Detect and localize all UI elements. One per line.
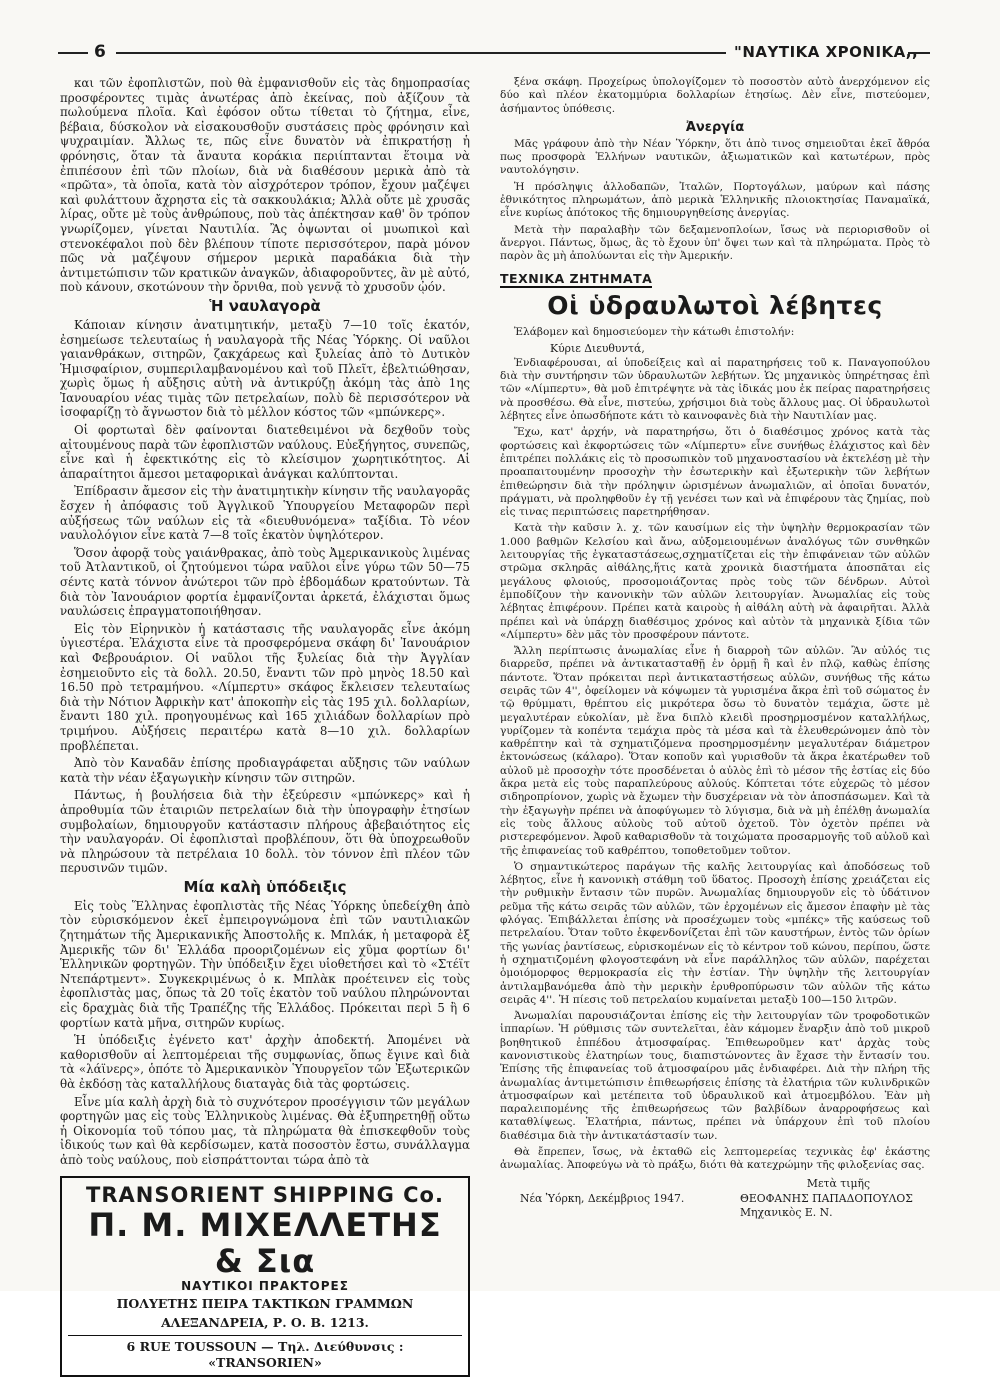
- paragraph: ξένα σκάφη. Προχείρως ὑπολογίζομεν τὸ ποσοστὸν αὐτὸ ἀνερχόμενον εἰς δύο καὶ πλέον ἑκατομμύρια δολλαρίων ἐτησίως. Δὲν εἶνε, πιστεύομεν, ἀσήμαντος ὑπόθεσις.: [500, 76, 930, 115]
- ad-address: ΑΛΕΞΑΝΔΡΕΙΑ, Ρ. Ο. Β. 1213.: [161, 1314, 369, 1330]
- paragraph: Μετὰ τὴν παραλαβὴν τῶν δεξαμενοπλοίων, ἴσως νὰ περιορισθοῦν οἱ ἄνεργοι. Πάντως, ὅμως, ἂς τὸ ἔχουν ὑπ' ὄψει των καὶ τὰ πληρώματα. Πρὸς τὸ παρὸν ἂς μὴ ἀπολύωνται εἰς τὴν Ἀμερικήν.: [500, 223, 930, 263]
- continuation-text: [500, 76, 930, 116]
- section-label-technical: ΤΕΧΝΙΚΑ ΖΗΤΗΜΑΤΑ: [500, 270, 653, 286]
- letter-footer: [500, 1192, 930, 1220]
- naulagora-article: [60, 318, 470, 876]
- paragraph: Ἄλλη περίπτωσις ἀνωμαλίας εἶνε ἡ διαρροὴ τῶν αὐλῶν. Ἂν αὐλός τις διαρρεῦσ, πρέπει νὰ ἀντικατασταθῇ ἐν ὁρμῇ ἢ καὶ ἐν πλῷ, καθὼς ἐπίσης πάντοτε. Ὅταν πρόκειται περὶ ἀντικαταστήσεως αὐλῶν, συνήθως τῆς κάτω σειρᾶς τῶν 4'', ὀφείλομεν νὰ κόψωμεν τὰ γυρισμένα ἄκρα ἐπὶ τοῦ σώματος ἐν τῷ θρύμματι, θρέπτου εἰς μικρότερα ὅσω τὸ δυνατὸν τεμάχια, ὥστε μὲ μεγαλυτέραν εὐκολίαν, μὲ ἕνα διπλὸ κλειδὶ προσηρμοσμένον καταλλήλως, γυρίζομεν τὰ κοπέντα τεμάχια πρὸς τὰ μέσα καὶ τὰ ἐλευθερώνομεν ἀπὸ τὸν καθρέπτην καὶ τὰ σχηματιζόμενα προσηρμοσμένην μεγαλυτέραν διάμετρον ἐκτονώσεως (κάλαρο). Ὅταν κοποῦν καὶ γυρισθοῦν τὰ ἄκρα ἑκατέρωθεν τοῦ αὐλοῦ μὲ προσοχὴν τότε προσδένεται ὁ αὐλὸς ἐπὶ τὸ μέσον τῆς ἑστίας εἰς δύο ἄκρα μετὰ εἰς τοὺς παραπλεύρους αὐλούς. Κόπτεται τότε εὐχερῶς τὸ μέσον σιδηροπρίονον, χωρὶς νὰ ἔχωμεν τὴν δυσχέρειαν νὰ τὸν ἀποσπάσωμεν. Καὶ τὰ τὴν ἐξαγωγὴν πρέπει νὰ ἀποφύγωμεν τὸ λύγισμα, διὰ νὰ μὴ ἐπέλθῃ ἀνωμαλία εἰς τοὺς ἄλλους αὐλοὺς τοῦ αὐτοῦ ὀχετοῦ. Τὸν ὀχετὸν πρέπει νὰ ριστερεφόμενον. Ἀφοῦ καθαρισθοῦν τὰ τοιχώματα προσαρμογῆς τοῦ αὐλοῦ καὶ τῆς ἐπιφανείας τοῦ καθρέπτου, τοποθετοῦμεν τοῦτον.: [500, 645, 930, 857]
- paragraph: Ἔχω, κατ' ἀρχήν, νὰ παρατηρήσω, ὅτι ὁ διαθέσιμος χρόνος κατὰ τὰς φορτώσεις καὶ ἐκφορτώσεις τῶν «Λίμπερτυ» εἶνε συνήθως ἐλάχιστος καὶ δὲν ἐπιτρέπει πολλάκις εἰς τὸ προσωπικὸν τοῦ μηχανοστασίου νὰ ἐκτελέσῃ μὲ τὴν προαπαιτουμένην προσοχὴν τὴν ἐσωτερικὴν καὶ ἐξωτερικὴν τῶν λεβήτων ἐπιθεώρησιν διὰ τὴν πρόληψιν ὡρισμένων ἀνωμαλιῶν, αἱ ὁποῖαι δυνατόν, πράγματι, νὰ προληφθοῦν ἐγ τῇ γενέσει των καὶ νὰ ἐπιφέρουν τὰς ζημίας, ποὺ εἰς τινας περιπτώσεις παρετηρήθησαν.: [500, 426, 930, 519]
- paragraph: Κάποιαν κίνησιν ἀνατιμητικήν, μεταξὺ 7—10 τοῖς ἑκατόν, ἐσημείωσε τελευταίως ἡ ναυλαγορὰ τῆς Νέας Ὑόρκης. Οἱ ναῦλοι γαιανθράκων, σιτηρῶν, ζακχάρεως καὶ ξυλείας ἀπὸ τὸ Δυτικὸν Ἡμισφαίριον, συμπεριλαμβανομένου καὶ τοῦ Πλεῖτ, ἐβελτιώθησαν, χωρὶς ὅμως ἡ αὔξησις αὐτὴ νὰ ἀντικρύζῃ ἀκόμη τὰς ἀπὸ 1ης Ἰανουαρίου νέας τιμὰς τῶν πετρελαίων, πολὺ δὲ περισσότερον νὰ ἰσοφαρίζῃ τὸ ἄγνωστον διὰ τὸ μέλλον κόστος τῶν «μπώνκερς».: [60, 317, 470, 420]
- paragraph: Πάντως, ἡ βουλήσεια διὰ τὴν ἐξεύρεσιν «μπώνκερς» καὶ ἡ ἀπροθυμία τῶν ἑταιριῶν πετρελαίων διὰ τὴν ὑπογραφὴν ἐτησίων συμβολαίων, δημιουργοῦν κατάστασιν πλήρους ἀβεβαιότητος εἰς τὴν ναυλαγοράν. Οἱ ἐφοπλισταὶ προβλέπουν, ὅτι θὰ ὑποχρεωθοῦν νὰ πληρώσουν τὰ πετρέλαια 10 δολλ. τὸν τόννον ἐπὶ πλέον τῶν περυσινῶν τιμῶν.: [60, 788, 470, 876]
- ad-role: ΝΑΥΤΙΚΟΙ ΠΡΑΚΤΟΡΕΣ: [181, 1278, 349, 1293]
- publication-title: "ΝΑΥΤΙΚΑ ΧΡΟΝΙΚΑ,,: [734, 43, 919, 61]
- paragraph: Ἀπὸ τὸν Καναδᾶν ἐπίσης προδιαγράφεται αὔξησις τῶν ναύλων κατὰ τὴν νέαν ἐξαγωγικὴν κίνησιν τῶν σιτηρῶν.: [60, 756, 470, 785]
- paragraph: Ὁ σημαντικώτερος παράγων τῆς καλῆς λειτουργίας καὶ ἀποδόσεως τοῦ λέβητος, εἶνε ἡ κανονικὴ στάθμη τοῦ ὕδατος. Προσοχὴ ἐπίσης χρειάζεται εἰς τὴν ρυθμικὴν ἔντασιν τῶν πυρῶν. Ἀνωμαλίας δημιουργοῦν εἰς τὸ ὑδάτινον ρεῦμα τῆς κάτω σειρᾶς τῶν αὐλῶν, τῶν ἐρχομένων εἰς ἄμεσον ἐπαφὴν μὲ τὰς φλόγας. Ἐπιβάλλεται ἐπίσης νὰ προσέχωμεν τοὺς «μπέκς» τῆς καύσεως τοῦ πετρελαίου. Ὅταν τοῦτο ἐκφενδονίζεται ἐπὶ τῶν καυστήρων, ἐντὸς τῶν ὁρίων τῆς γωνίας ῥαντίσεως, εὑρισκομένων εἰς τὸ κέντρον τοῦ κώνου, περίπου, ὥστε ἡ σχηματιζομένη φλογοστεφάνη νὰ εἶνε παράλληλος τῶν αὐλῶν, παρέχεται ὁμοιόμορφος θερμοκρασία εἰς τὴν ἑστίαν. Τὴν ὑψηλὴν τῆς λειτουργίαν ἀντιλαμβανόμεθα ἀπὸ τὴν μερικὴν ἐρυθροπύρωσιν τῶν αὐλῶν τῆς κάτω σειρᾶς 4''. Ἡ πίεσις τοῦ πετρελαίου κυμαίνεται μεταξὺ 100—150 λιτρῶν.: [500, 860, 930, 1006]
- paragraph: Εἰς τοὺς Ἕλληνας ἐφοπλιστὰς τῆς Νέας Ὑόρκης ὑπεδείχθη ἀπὸ τὸν εὐρισκόμενον ἐκεῖ ἐμπειρογνώμονα ἐπὶ τῶν ναυτιλιακῶν ζητημάτων τῆς Ἀμερικανικῆς Ἀποστολῆς κ. Μπλάκ, ἡ μεταφορὰ ἐξ Ἀμερικῆς τῶν δι' Ἑλλάδα προοριζομένων εἰς χῦμα φορτίων δι' Ἑλληνικῶν φορτηγῶν. Τὴν ὑπόδειξιν ἔχει υἱοθετήσει καὶ τὸ «Στέϊτ Ντεπάρτμεντ». Συγκεκριμένως ὁ κ. Μπλὰκ προέτεινεν εἰς τοὺς ἐφοπλιστὰς μας, ὅπως τὰ 20 τοῖς ἑκατὸν τοῦ ναύλου πληρώνονται εἰς δραχμὰς διὰ τῆς Τραπέζης τῆς Ἑλλάδος. Πρόκειται περὶ 5 ἢ 6 φορτίων κατὰ μῆνα, σιτηρῶν κυρίως.: [60, 898, 470, 1030]
- paragraph: Ἐνδιαφέρουσαι, αἱ ὑποδείξεις καὶ αἱ παρατηρήσεις τοῦ κ. Παναγοπούλου διὰ τὴν συντήρησιν τῶν ὑδραυλωτῶν λεβήτων. Ὡς μηχανικὸς ὑπηρέτησας ἐπὶ τῶν «Λίμπερτυ», θὰ μοῦ ἐπιτρέψητε νὰ τὰς ἰδικάς μου ἐκ πείρας παρατηρήσεις νὰ προσθέσω. Θὰ εἶνε, πιστεύω, χρήσιμοι διὰ τοὺς ἄλλους μας. Οἱ ὑδραυλωτοὶ λέβητες εἶνε ὁπωσδήποτε κάτι τὸ καινοφανὲς διὰ τὴν Ναυτιλίαν μας.: [500, 356, 930, 423]
- section-title-anergia: Ἀνεργία: [685, 119, 745, 135]
- paragraph: Κατὰ τὴν καῦσιν λ. χ. τῶν καυσίμων εἰς τὴν ὑψηλὴν θερμοκρασίαν τῶν 1.000 βαθμῶν Κελσίου καὶ ἄνω, αὐξομειουμένων ἀναλόγως τῶν συνθηκῶν λειτουργίας τῆς ἐγκαταστάσεως,σχηματίζεται εἰς τὴν ἐπιφάνειαν τῶν αὐλῶν στρῶμα σκληρᾶς αἰθάλης,ἥτις κατὰ χρονικὰ διαστήματα ἀποσπᾶται εἰς μεγάλους φλοιούς, προσομοιάζοντας πρὸς τοὺς τῶν δένδρων. Αὐτοὶ ἐμποδίζουν τὴν κανονικὴν τῶν αὐλῶν λειτουργίαν. Ἀνωμαλίας εἰς τοὺς λέβητας ἐπιφέρουν. Πρέπει κατὰ καιροὺς ἡ αἰθάλη αὐτὴ νὰ ἀφαιρῆται. Ἀλλὰ πρέπει καὶ νὰ ὑπάρχῃ διαθέσιμος χρόνος καὶ αὐτὸν τὰ μηχανικὰ ξίδια τῶν «Λίμπερτυ» δὲν μᾶς τὸν προσφέρουν πάντοτε.: [500, 522, 930, 641]
- paragraph: Εἰς τὸν Εἰρηνικὸν ἡ κατάστασις τῆς ναυλαγορᾶς εἶνε ἀκόμη ὑγιεστέρα. Ἐλάχιστα εἶνε τὰ προσφερόμενα σκάφη δι' Ἰανουάριον καὶ Φεβρουάριον. Οἱ ναῦλοι τῆς ξυλείας διὰ τὴν Ἀγγλίαν ἐσημειοῦντο εἰς τὰ δολλ. 20.50, ἔναντι τῶν πρὸ μηνὸς 18.50 καὶ 16.50 πρὸ τετραμήνου. «Λίμπερτυ» σκάφος ἔκλεισεν τελευταίως διὰ τὴν Νότιον Ἀφρικὴν κατ' ἀποκοπὴν εἰς τὰς 195 χιλ. δολλαρίων, ἔναντι 180 χιλ. προηγουμένως καὶ 165 χιλιάδων δολλαρίων πρὸ τριμήνου. Αὐξήσεις περαιτέρω κατὰ 8—10 χιλ. δολλαρίων προβλέπεται.: [60, 621, 470, 753]
- letter-closing: Μετὰ τιμῆς: [806, 1176, 870, 1190]
- section-title-naulagora: Ἡ ναυλαγορὰ: [209, 296, 321, 315]
- page-number: 6: [94, 42, 106, 62]
- paragraph: Ἀνωμαλίαι παρουσιάζονται ἐπίσης εἰς τὴν λειτουργίαν τῶν τροφοδοτικῶν ἱππαρίων. Ἡ ρύθμισις τῶν συντελεῖται, ἐὰν κάμομεν ἔναρξιν ἀπὸ τοῦ μικροῦ βοηθητικοῦ ἐππέδου ἀτμοσφαίρας. Ἐπιθεωροῦμεν κατ' ἀρχὰς τοὺς κανονιστικοὺς ἐλατηρίων τους, διαπιστώνοντες ἂν ἔχασε τὴν ἔντασίν του. Ἐπίσης τῆς ἐπιφανείας τοῦ ἀτμοσφαίρου μᾶς ἐνδιαφέρει. Διὰ τὴν πλήρη τῆς ἀνωμαλίας ἀντιμετώπισιν ἐπιθεωρήσεις ἐπίσης τὰ ἐλατήρια τῶν κυλινδρικῶν ἀτμοσφαίρων καὶ μετέπειτα τοῦ ὑδραυλικοῦ καὶ ἀτμοεμβόλου. Ἐὰν μὴ παραλειπομένης τῆς ἐπιθεωρήσεως τῶν βαλβίδων ἀναρροφήσεως καὶ καταθλίψεως. Ἐλατήρια, πάντως, πρέπει νὰ ὑπάρχουν ἐπὶ τοῦ πλοίου διαθέσιμα διὰ τὴν ἀντικατάστασίν των.: [500, 1010, 930, 1142]
- place-date: Νέα Ὑόρκη, Δεκέμβριος 1947.: [520, 1191, 685, 1205]
- signature-block: [740, 1192, 930, 1220]
- header-rule-middle: [116, 52, 726, 54]
- paragraph: Ἡ ὑπόδειξις ἐγένετο κατ' ἀρχὴν ἀποδεκτή. Ἀπομένει νὰ καθορισθοῦν αἱ λεπτομέρειαι τῆς συμφωνίας, ὅπως ἔγινε καὶ διὰ τὰ «λάϊνερς», ὁπότε τὸ Ἀμερικανικὸν Ὑπουργεῖον τῶν Ἐξωτερικῶν θὰ ἐκδόσῃ τὰς καταλλήλους διαταγὰς διὰ τὰς φορτώσεις.: [60, 1033, 470, 1091]
- advertisement-box: [60, 1176, 470, 1377]
- right-column: [500, 76, 930, 1276]
- ypodeixis-article: [60, 899, 470, 1168]
- header-rule-right: [908, 52, 930, 54]
- anergia-article: [500, 138, 930, 264]
- ad-tagline: ΠΟΛΥΕΤΗΣ ΠΕΙΡΑ ΤΑΚΤΙΚΩΝ ΓΡΑΜΜΩΝ: [116, 1295, 414, 1311]
- ad-name: Π. Μ. ΜΙΧΕΛΛΕΤΗΣ & Σια: [88, 1205, 442, 1280]
- left-column: [60, 76, 470, 1370]
- paragraph: Θὰ ἔπρεπεν, ἴσως, νὰ ἐκταθῶ εἰς λεπτομερείας τεχνικὰς ἐφ' ἑκάστης ἀνωμαλίας. Ἀποφεύγω νὰ τὸ πράξω, διότι θὰ κατεχρώμην τῆς φιλοξενίας σας.: [500, 1146, 930, 1172]
- paragraph: Ἐπίδρασιν ἄμεσον εἰς τὴν ἀνατιμητικὴν κίνησιν τῆς ναυλαγορᾶς ἔσχεν ἡ ἀπόφασις τοῦ Ἀγγλικοῦ Ὑπουργείου Μεταφορῶν περὶ αὐξήσεως τῶν ναύλων εἰς τὰ «διευθυνόμενα» ταξίδια. Τὸ νέον ναυλολόγιον εἶνε κατὰ 7—8 τοῖς ἑκατὸν ὑψηλότερον.: [60, 484, 470, 543]
- header-rule-left: [58, 52, 88, 54]
- paragraph: και τῶν ἐφοπλιστῶν, ποὺ θὰ ἐμφανισθοῦν εἰς τὰς δημοπρασίας προσφέροντες τιμὰς ἀνωτέρας ἀπὸ ἐκείνας, ποὺ ἀξίζουν τὰ πωλούμενα πλοῖα. Καὶ ἐφόσον οὕτω τίθεται τὸ ζήτημα, εἶνε, βέβαια, δύσκολον νὰ εἰσακουσθοῦν συστάσεις πρὸς φρόνησιν καὶ ψυχραιμίαν. Ἄλλως τε, πῶς εἶνε δυνατὸν νὰ ἐπικρατήσῃ ἡ φρόνησις, ὅταν τὰ ἄναυτα κοράκια περιίπτανται ἕτοιμα νὰ ἐπιπέσουν ἐπὶ τῶν πλοίων, διὰ νὰ διαθέσουν μερικὰ ἀπὸ τὰ «πρῶτα», τὰ ὁποῖα, κατὰ τὸν αἰσχρότερον τρόπον, ἔχουν μαζέψει καὶ φυλάττουν ἄχρηστα εἰς τὰ σακκουλάκια; Ἀλλὰ οὔτε μὲ χρυσᾶς λίρας, οὔτε μὲ τοὺς ἀνθρώπους, ποὺ τὰς ἀπέκτησαν καθ' ὃν τρόπον γνωρίζομεν, γίνεται Ναυτιλία. Ἂς ὀψωνται οἱ μυωπικοὶ καὶ στενοκέφαλοι ποὺ δὲν βλέπουν τίποτε περισσότερον, παρὰ μόνον πῶς νὰ μαζέψουν σήμερον μερικὰ παραδάκια διὰ τὴν ἀντιμετώπισιν τῶν κρατικῶν ἀναγκῶν, ἀδιαφοροῦντες, ἂν μὲ αὐτό, ποὺ κάνουν, σκοτώνουν τὴν ὄρνιθα, ποὺ γεννᾷ τὸ χρυσοῦν ᾠόν.: [60, 76, 470, 295]
- ad-company: TRANSORIENT SHIPPING Co.: [86, 1182, 444, 1207]
- letter-salutation: Κύριε Διευθυντά,: [550, 341, 645, 355]
- section-title-ypodeixis: Μία καλὴ ὑπόδειξις: [183, 877, 347, 896]
- signature-title: Μηχανικὸς Ε. Ν.: [740, 1205, 833, 1219]
- paragraph: Εἶνε μία καλὴ ἀρχὴ διὰ τὸ συχνότερον προσέγγισιν τῶν μεγάλων φορτηγῶν μας εἰς τοὺς Ἑλληνικοὺς λιμένας. Θὰ ἐξυπηρετηθῇ οὕτω ἡ Οἰκονομία τοῦ τόπου μας, τὰ πληρώματα θὰ ἐπισκεφθοῦν τοὺς ἰδικούς των καὶ θὰ κερδίσωμεν, κατὰ ποσοστὸν ἔστω, συνάλλαγμα ἀπὸ τοὺς ναύλους, ποὺ εἰσπράττονται τώρα ἀπὸ τὰ: [60, 1094, 470, 1167]
- paragraph: Οἱ φορτωταὶ δὲν φαίνονται διατεθειμένοι νὰ δεχθοῦν τοὺς αἰτουμένους παρὰ τῶν ἐφοπλιστῶν ναύλους. Εὐεξήγητος, συνεπῶς, εἶνε καὶ ἡ ἐφεκτικότης εἰς τὸ κλείσιμον χωρητικότητος. Αἱ ἀπαραίτητοι ἄμεσοι μεταφορικαὶ ἀνάγκαι καλύπτονται.: [60, 423, 470, 481]
- paragraph: Ὅσον ἀφορᾷ τοὺς γαιάνθρακας, ἀπὸ τοὺς Ἀμερικανικοὺς λιμένας τοῦ Ἀτλαντικοῦ, οἱ ζητούμενοι τώρα ναῦλοι εἶνε γύρω τῶν 50—75 σέντς κατὰ τόννον ἀνώτεροι τῶν πρὸ ἑβδομάδων κρατούντων. Τὰ διὰ τὸν Ἰανουάριον φορτία ἐμφανίζονται ἀρκετά, ἐλάχισται ὅμως ναυλώσεις ἐπραγματοποιήθησαν.: [60, 545, 470, 619]
- intro-text: [60, 76, 470, 295]
- letter-intro: Ἐλάβομεν καὶ δημοσιεύομεν τὴν κάτωθι ἐπιστολήν:: [514, 325, 795, 338]
- paragraph: Μᾶς γράφουν ἀπὸ τὴν Νέαν Ὑόρκην, ὅτι ἀπὸ τινος σημειοῦται ἐκεῖ ἄθρόα πως προσφορὰ Ἑλλήνων ναυτικῶν, ἀξιωματικῶν καὶ κατωτέρων, πρὸς ναυτολόγησιν.: [500, 137, 930, 177]
- letter-body: [500, 357, 930, 1173]
- paragraph: Ἡ πρόσληψις ἀλλοδαπῶν, Ἰταλῶν, Πορτογάλων, μαύρων καὶ πάσης ἐθνικότητος πληρωμάτων, ἀπὸ μερικὰ Ἑλληνικῆς πλοιοκτησίας Παναμαϊκά, εἶνε κυρίως ἀπότοκος τῆς δημιουργηθείσης ἀνεργίας.: [500, 180, 930, 220]
- page-header: [58, 42, 930, 62]
- article-headline: Οἱ ὑδραυλωτοὶ λέβητες: [547, 290, 883, 320]
- ad-contact: 6 RUE TOUSSOUN — Τηλ. Διεύθυνσις : «TRANSORIEN»: [68, 1335, 462, 1371]
- signature-name: ΘΕΟΦΑΝΗΣ ΠΑΠΑΔΟΠΟΥΛΟΣ: [740, 1191, 913, 1205]
